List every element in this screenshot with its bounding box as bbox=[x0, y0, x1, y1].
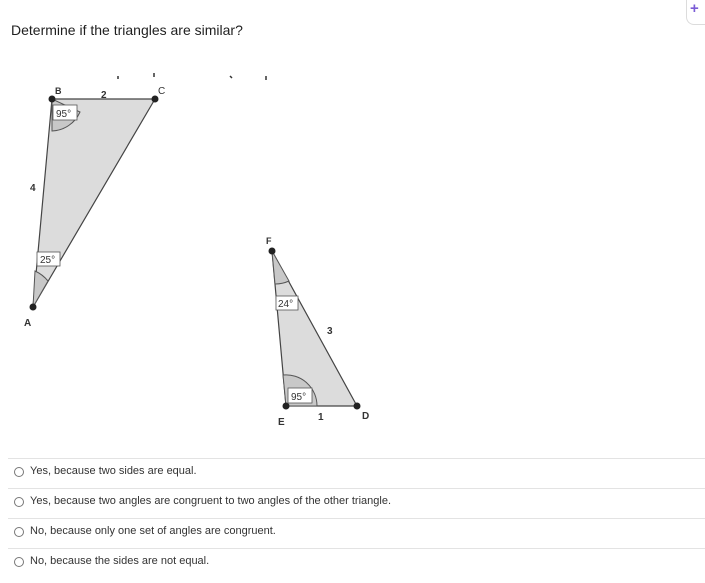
choice-option-4[interactable] bbox=[8, 548, 705, 578]
choice-option-3[interactable] bbox=[8, 518, 705, 548]
angle-f-arc bbox=[272, 251, 289, 284]
radio-button[interactable] bbox=[14, 527, 24, 537]
side-ab-label: 4 bbox=[30, 183, 36, 194]
radio-button[interactable] bbox=[14, 557, 24, 567]
vertex-f-label: F bbox=[266, 236, 272, 246]
vertex-c-label: C bbox=[158, 86, 166, 97]
triangle-abc bbox=[24, 86, 165, 329]
angle-a-label: 25° bbox=[40, 255, 56, 266]
vertex-f-dot bbox=[269, 248, 276, 255]
choice-option-2[interactable] bbox=[8, 488, 705, 518]
choice-label[interactable]: No, because the sides are not equal. bbox=[30, 555, 210, 567]
vertex-e-dot bbox=[283, 403, 290, 410]
answer-choices bbox=[8, 458, 705, 578]
side-ed-label: 1 bbox=[318, 412, 324, 423]
vertex-a-dot bbox=[30, 304, 37, 311]
stray-marks bbox=[118, 73, 266, 80]
vertex-b-dot bbox=[49, 96, 56, 103]
question-text: Determine if the triangles are similar? bbox=[11, 22, 243, 38]
vertex-d-label: D bbox=[362, 411, 370, 422]
triangle-fed bbox=[266, 236, 369, 428]
choice-label[interactable]: Yes, because two sides are equal. bbox=[30, 465, 197, 477]
side-bc-label: 2 bbox=[101, 90, 107, 101]
radio-button[interactable] bbox=[14, 497, 24, 507]
choice-label[interactable]: No, because only one set of angles are congruent. bbox=[30, 525, 276, 537]
choice-option-1[interactable] bbox=[8, 458, 705, 488]
radio-button[interactable] bbox=[14, 467, 24, 477]
angle-f-label: 24° bbox=[278, 299, 294, 310]
plus-icon[interactable]: + bbox=[690, 0, 699, 17]
triangle-abc-shape bbox=[33, 99, 155, 307]
vertex-a-label: A bbox=[24, 318, 32, 329]
vertex-b-label: B bbox=[55, 86, 62, 96]
angle-b-label: 95° bbox=[56, 109, 72, 120]
vertex-e-label: E bbox=[278, 417, 285, 428]
vertex-d-dot bbox=[354, 403, 361, 410]
choice-label[interactable]: Yes, because two angles are congruent to two angles of the other triangle. bbox=[30, 495, 391, 507]
side-fd-label: 3 bbox=[327, 326, 333, 337]
angle-e-label: 95° bbox=[291, 392, 307, 403]
